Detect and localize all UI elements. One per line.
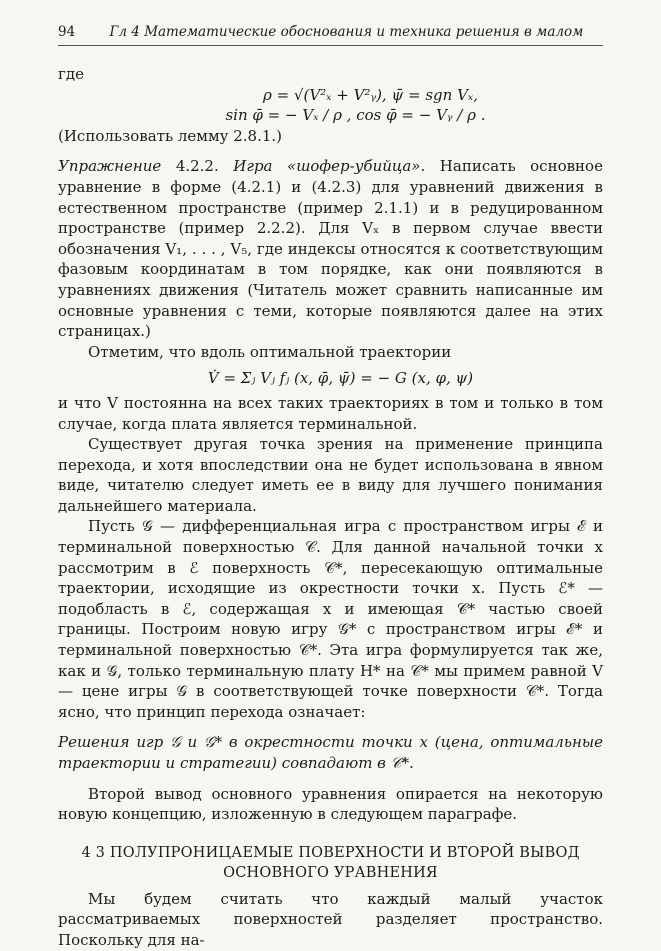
section-heading [58, 843, 603, 883]
where-word: где [58, 65, 84, 83]
exercise-number: 4.2.2. [175, 157, 219, 176]
section-title-line1: ПОЛУПРОНИЦАЕМЫЕ ПОВЕРХНОСТИ И ВТОРОЙ ВЫВОД [109, 844, 580, 861]
section-number: 4 3 [81, 844, 106, 861]
running-header [58, 24, 603, 40]
game-paragraph: Пусть 𝒢 — дифференциальная игра с пространством игры ℰ и терминальной поверхностью 𝒞. Для данной начальной точки x рассмотрим в ℰ поверхность 𝒞*, пересекающую оптимальные траектории, исходящие из окрестности точки x. Пусть ℰ* — подобласть в ℰ, содержащая x и имеющая 𝒞* частью своей границы. Построим новую игру 𝒢* с пространством игры ℰ* и терминальной поверхностью 𝒞*. Эта игра формулируется так же, как и 𝒢, только терминальную плату H* на 𝒞* мы примем равной V — цене игры 𝒢 в соответствующей точке поверхности 𝒞*. Тогда ясно, что принцип перехода означает: [58, 517, 603, 721]
lemma-hint: (Использовать лемму 2.8.1.) [58, 126, 283, 145]
exercise-paragraph [58, 156, 603, 341]
page-body [58, 64, 603, 951]
second-derivation-paragraph: Второй вывод основного уравнения опирается на некоторую новую концепцию, изложенную в следующем параграфе. [58, 784, 603, 824]
formula-rho: ρ = √(V²ₓ + V²ᵧ), ψ̄ = sgn Vₓ, [262, 85, 478, 104]
note-intro: Отметим, что вдоль оптимальной траектории [88, 342, 452, 361]
section-title-line2: ОСНОВНОГО УРАВНЕНИЯ [223, 864, 438, 881]
principle-statement: Решения игр 𝒢 и 𝒢* в окрестности точки x (цена, оптимальные траектории и стратегии) совпадают в 𝒞*. [58, 733, 603, 772]
note-rest: и что V постоянна на всех таких траекториях в том и только в том случае, когда плата является терминальной. [58, 393, 603, 433]
last-paragraph: Мы будем считать что каждый малый участок рассматриваемых поверхностей разделяет пространство. Поскольку для на- [58, 889, 603, 949]
exercise-text: Написать основное уравнение в форме (4.2.1) и (4.2.3) для уравнений движения в естественном пространстве (пример 2.1.1) и в редуцированном пространстве (пример 2.2.2). Для Vₓ в первом случае ввести обозначения V₁, . . . , V₅, где индексы относятся к соответствующим фазовым координатам в том порядке, как они появляются в уравнениях движения (Читатель может сравнить написанные им основные уравнения с теми, которые появляются далее на этих страницах.) [58, 157, 603, 341]
transfer-paragraph: Существует другая точка зрения на применение принципа перехода, и хотя впоследствии она не будет использована в явном виде, читателю следует иметь ее в виду для лучшего понимания дальнейшего материала. [58, 435, 603, 515]
running-title: Гл 4 Математические обоснования и техника решения в малом [109, 24, 584, 40]
exercise-label: Упражнение [58, 157, 162, 176]
formula-vdot: V̇ = Σⱼ Vⱼ fⱼ (x, φ̄, ψ̄) = − G (x, φ, ψ) [207, 369, 474, 388]
formula-sin-cos: sin φ̄ = − Vₓ / ρ , cos φ̄ = − Vᵧ / ρ . [225, 106, 486, 125]
exercise-title: Игра «шофер-убийца». [233, 157, 426, 176]
page-number: 94 [58, 24, 76, 40]
header-rule [58, 45, 603, 46]
